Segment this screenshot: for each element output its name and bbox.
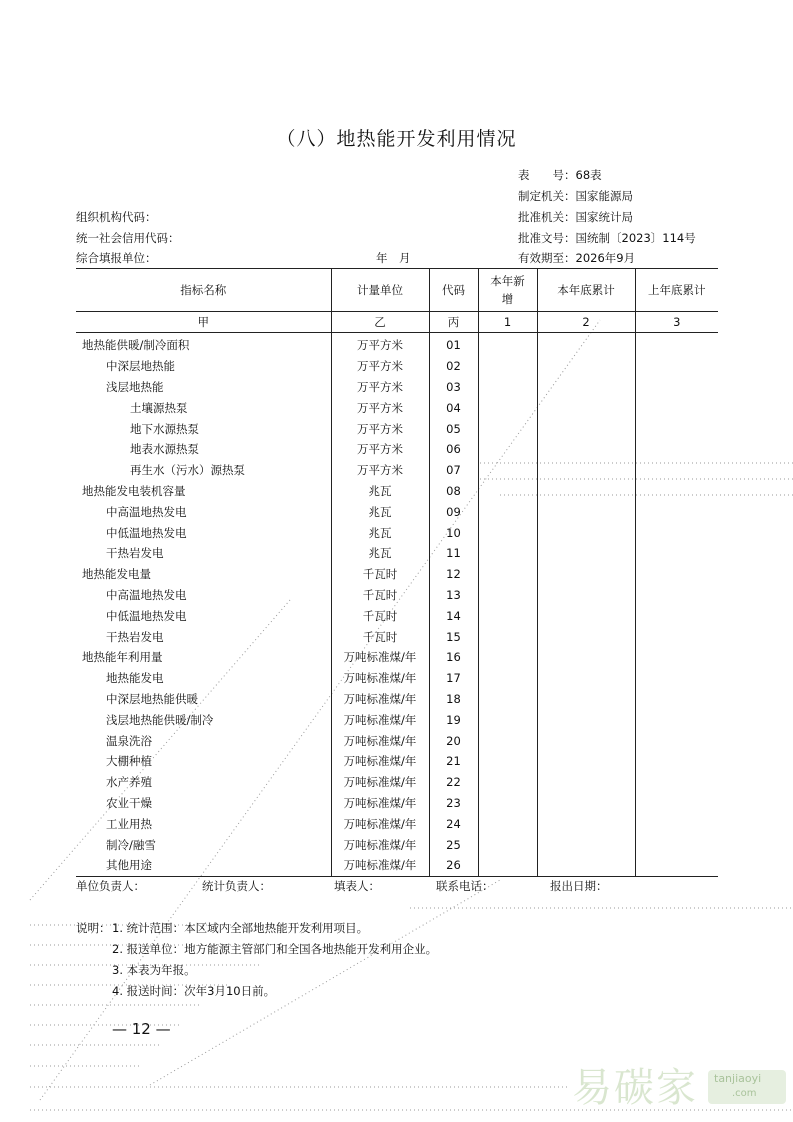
- subheader-a: 甲: [76, 312, 331, 333]
- row-new-this-year-cell[interactable]: [478, 834, 537, 855]
- row-new-this-year-cell[interactable]: [478, 772, 537, 793]
- row-code: 08: [429, 481, 478, 502]
- row-cumulative-last-year-cell[interactable]: [635, 481, 718, 502]
- row-indicator-name: 干热岩发电: [106, 546, 164, 561]
- row-cumulative-last-year-cell[interactable]: [635, 626, 718, 647]
- row-unit: 万平方米: [331, 460, 429, 481]
- table-row: [76, 356, 718, 377]
- row-indicator-name: 地热能发电量: [82, 567, 151, 582]
- subheader-1: 1: [478, 312, 537, 333]
- row-code: 17: [429, 668, 478, 689]
- row-indicator-name: 土壤源热泵: [130, 400, 188, 415]
- row-new-this-year-cell[interactable]: [478, 460, 537, 481]
- row-new-this-year-cell[interactable]: [478, 564, 537, 585]
- row-code: 20: [429, 730, 478, 751]
- row-unit: 万吨标准煤/年: [331, 751, 429, 772]
- row-unit: 千瓦时: [331, 585, 429, 606]
- row-unit: 万吨标准煤/年: [331, 647, 429, 668]
- table-row: [76, 333, 718, 356]
- row-new-this-year-cell[interactable]: [478, 543, 537, 564]
- row-cumulative-this-year-cell[interactable]: [537, 522, 635, 543]
- row-cumulative-this-year-cell[interactable]: [537, 585, 635, 606]
- row-cumulative-last-year-cell[interactable]: [635, 460, 718, 481]
- row-indicator-name: 浅层地热能: [106, 379, 164, 394]
- row-cumulative-last-year-cell[interactable]: [635, 793, 718, 814]
- row-code: 01: [429, 333, 478, 356]
- row-new-this-year-cell[interactable]: [478, 397, 537, 418]
- row-cumulative-this-year-cell[interactable]: [537, 689, 635, 710]
- row-cumulative-last-year-cell[interactable]: [635, 522, 718, 543]
- row-cumulative-last-year-cell[interactable]: [635, 333, 718, 356]
- row-indicator-name: 浅层地热能供暖/制冷: [106, 712, 214, 727]
- footer-unit-head: 单位负责人：: [76, 879, 145, 893]
- notes-label: 说明：: [76, 921, 111, 935]
- row-new-this-year-cell[interactable]: [478, 501, 537, 522]
- row-cumulative-this-year-cell[interactable]: [537, 460, 635, 481]
- row-cumulative-this-year-cell[interactable]: [537, 751, 635, 772]
- row-cumulative-this-year-cell[interactable]: [537, 605, 635, 626]
- row-cumulative-this-year-cell[interactable]: [537, 564, 635, 585]
- header-unit: 计量单位: [331, 269, 429, 312]
- row-code: 07: [429, 460, 478, 481]
- row-new-this-year-cell[interactable]: [478, 585, 537, 606]
- row-code: 02: [429, 356, 478, 377]
- row-cumulative-last-year-cell[interactable]: [635, 543, 718, 564]
- row-cumulative-last-year-cell[interactable]: [635, 689, 718, 710]
- table-row: [76, 377, 718, 398]
- row-code: 16: [429, 647, 478, 668]
- note-4: 4. 报送时间：次年3月10日前。: [112, 984, 276, 998]
- header-cumulative-last-year: 上年底累计: [635, 269, 718, 312]
- row-indicator-name: 工业用热: [106, 816, 152, 831]
- header-cumulative-this-year: 本年底累计: [537, 269, 635, 312]
- watermark-text: 易碳家: [572, 1065, 698, 1111]
- row-cumulative-this-year-cell[interactable]: [537, 501, 635, 522]
- note-2: 2. 报送单位：地方能源主管部门和全国各地热能开发利用企业。: [112, 942, 438, 956]
- table-row: [76, 647, 718, 668]
- row-cumulative-this-year-cell[interactable]: [537, 418, 635, 439]
- row-cumulative-last-year-cell[interactable]: [635, 397, 718, 418]
- row-new-this-year-cell[interactable]: [478, 855, 537, 876]
- subheader-3: 3: [635, 312, 718, 333]
- row-indicator-name: 水产养殖: [106, 775, 152, 790]
- row-indicator-name: 中低温地热发电: [106, 525, 187, 540]
- row-unit: 万吨标准煤/年: [331, 855, 429, 876]
- row-indicator-name: 温泉洗浴: [106, 733, 152, 748]
- row-unit: 万平方米: [331, 418, 429, 439]
- header-code: 代码: [429, 269, 478, 312]
- meta-form-number: 表 号：68表: [518, 168, 602, 182]
- watermark-domain-suffix: .com: [732, 1088, 757, 1099]
- row-indicator-name: 中高温地热发电: [106, 587, 187, 602]
- row-indicator-name: 中深层地热能供暖: [106, 691, 198, 706]
- row-cumulative-this-year-cell[interactable]: [537, 397, 635, 418]
- table-row: [76, 460, 718, 481]
- table-row: [76, 397, 718, 418]
- row-new-this-year-cell[interactable]: [478, 418, 537, 439]
- row-unit: 兆瓦: [331, 522, 429, 543]
- row-new-this-year-cell[interactable]: [478, 356, 537, 377]
- row-code: 11: [429, 543, 478, 564]
- table-row: [76, 813, 718, 834]
- table-row: [76, 418, 718, 439]
- footer-phone: 联系电话：: [436, 879, 494, 893]
- row-new-this-year-cell[interactable]: [478, 522, 537, 543]
- subheader-c: 丙: [429, 312, 478, 333]
- geothermal-stats-table: [76, 268, 718, 877]
- row-cumulative-this-year-cell[interactable]: [537, 709, 635, 730]
- row-unit: 万吨标准煤/年: [331, 834, 429, 855]
- header-indicator-name: 指标名称: [76, 269, 331, 312]
- table-row: [76, 585, 718, 606]
- table-row: [76, 522, 718, 543]
- row-code: 18: [429, 689, 478, 710]
- row-unit: 万吨标准煤/年: [331, 689, 429, 710]
- row-cumulative-last-year-cell[interactable]: [635, 564, 718, 585]
- row-indicator-name: 地表水源热泵: [130, 442, 199, 457]
- row-new-this-year-cell[interactable]: [478, 647, 537, 668]
- table-row: [76, 689, 718, 710]
- row-cumulative-last-year-cell[interactable]: [635, 855, 718, 876]
- row-cumulative-this-year-cell[interactable]: [537, 668, 635, 689]
- row-new-this-year-cell[interactable]: [478, 605, 537, 626]
- row-new-this-year-cell[interactable]: [478, 751, 537, 772]
- meta-approval-number: 批准文号：国统制〔2023〕114号: [518, 231, 696, 245]
- row-cumulative-last-year-cell[interactable]: [635, 751, 718, 772]
- row-cumulative-last-year-cell[interactable]: [635, 605, 718, 626]
- row-cumulative-last-year-cell[interactable]: [635, 501, 718, 522]
- row-new-this-year-cell[interactable]: [478, 709, 537, 730]
- row-cumulative-last-year-cell[interactable]: [635, 730, 718, 751]
- watermark-logo: [572, 1052, 790, 1114]
- row-indicator-name: 制冷/融雪: [106, 837, 156, 852]
- row-code: 15: [429, 626, 478, 647]
- row-code: 19: [429, 709, 478, 730]
- row-unit: 万吨标准煤/年: [331, 730, 429, 751]
- row-cumulative-last-year-cell[interactable]: [635, 356, 718, 377]
- row-indicator-name: 地热能年利用量: [82, 650, 163, 665]
- row-new-this-year-cell[interactable]: [478, 626, 537, 647]
- table-body: [76, 333, 718, 877]
- row-code: 24: [429, 813, 478, 834]
- row-cumulative-this-year-cell[interactable]: [537, 333, 635, 356]
- row-unit: 万平方米: [331, 397, 429, 418]
- row-cumulative-last-year-cell[interactable]: [635, 834, 718, 855]
- row-cumulative-last-year-cell[interactable]: [635, 439, 718, 460]
- row-code: 04: [429, 397, 478, 418]
- row-cumulative-this-year-cell[interactable]: [537, 647, 635, 668]
- row-code: 09: [429, 501, 478, 522]
- row-cumulative-this-year-cell[interactable]: [537, 813, 635, 834]
- table-row: [76, 793, 718, 814]
- row-indicator-name: 地热能供暖/制冷面积: [82, 338, 190, 353]
- row-indicator-name: 再生水（污水）源热泵: [130, 463, 245, 478]
- row-new-this-year-cell[interactable]: [478, 668, 537, 689]
- row-cumulative-this-year-cell[interactable]: [537, 543, 635, 564]
- subheader-2: 2: [537, 312, 635, 333]
- table-row: [76, 564, 718, 585]
- row-code: 25: [429, 834, 478, 855]
- footer-report-date: 报出日期：: [550, 879, 608, 893]
- row-unit: 万平方米: [331, 356, 429, 377]
- row-cumulative-this-year-cell[interactable]: [537, 626, 635, 647]
- row-unit: 万平方米: [331, 439, 429, 460]
- row-indicator-name: 中深层地热能: [106, 359, 175, 374]
- row-new-this-year-cell[interactable]: [478, 793, 537, 814]
- row-indicator-name: 干热岩发电: [106, 629, 164, 644]
- credit-code-field[interactable]: 统一社会信用代码：: [76, 231, 180, 245]
- row-unit: 万吨标准煤/年: [331, 668, 429, 689]
- row-unit: 千瓦时: [331, 564, 429, 585]
- subheader-b: 乙: [331, 312, 429, 333]
- org-code-field[interactable]: 组织机构代码：: [76, 210, 157, 224]
- row-code: 06: [429, 439, 478, 460]
- row-indicator-name: 地热能发电装机容量: [82, 483, 186, 498]
- note-3: 3. 本表为年报。: [112, 963, 196, 977]
- table-row: [76, 730, 718, 751]
- row-indicator-name: 中低温地热发电: [106, 608, 187, 623]
- row-unit: 兆瓦: [331, 481, 429, 502]
- row-unit: 万吨标准煤/年: [331, 813, 429, 834]
- table-row: [76, 709, 718, 730]
- row-new-this-year-cell[interactable]: [478, 481, 537, 502]
- row-new-this-year-cell[interactable]: [478, 439, 537, 460]
- note-1: 1. 统计范围：本区域内全部地热能开发利用项目。: [112, 921, 369, 935]
- row-cumulative-last-year-cell[interactable]: [635, 377, 718, 398]
- row-new-this-year-cell[interactable]: [478, 333, 537, 356]
- row-cumulative-this-year-cell[interactable]: [537, 356, 635, 377]
- row-code: 22: [429, 772, 478, 793]
- row-code: 14: [429, 605, 478, 626]
- row-cumulative-this-year-cell[interactable]: [537, 377, 635, 398]
- row-unit: 万吨标准煤/年: [331, 772, 429, 793]
- row-cumulative-last-year-cell[interactable]: [635, 668, 718, 689]
- table-row: [76, 439, 718, 460]
- page-number: — 12 —: [112, 1020, 171, 1038]
- table-row: [76, 855, 718, 876]
- row-indicator-name: 地热能发电: [106, 671, 164, 686]
- row-indicator-name: 农业干燥: [106, 795, 152, 810]
- row-code: 23: [429, 793, 478, 814]
- row-unit: 万平方米: [331, 377, 429, 398]
- row-new-this-year-cell[interactable]: [478, 377, 537, 398]
- table-row: [76, 501, 718, 522]
- row-cumulative-last-year-cell[interactable]: [635, 647, 718, 668]
- footer-stat-head: 统计负责人：: [202, 879, 271, 893]
- reporting-unit-field[interactable]: 综合填报单位：: [76, 251, 157, 265]
- row-code: 10: [429, 522, 478, 543]
- table-row: [76, 605, 718, 626]
- table-row: [76, 481, 718, 502]
- row-unit: 兆瓦: [331, 543, 429, 564]
- row-cumulative-last-year-cell[interactable]: [635, 772, 718, 793]
- row-code: 12: [429, 564, 478, 585]
- report-period: 年 月: [376, 251, 411, 265]
- row-cumulative-this-year-cell[interactable]: [537, 834, 635, 855]
- table-row: [76, 668, 718, 689]
- row-unit: 千瓦时: [331, 605, 429, 626]
- row-cumulative-this-year-cell[interactable]: [537, 772, 635, 793]
- table-row: [76, 543, 718, 564]
- row-unit: 兆瓦: [331, 501, 429, 522]
- row-indicator-name: 其他用途: [76, 855, 331, 876]
- header-new-this-year: 本年新增: [478, 269, 537, 312]
- row-cumulative-this-year-cell[interactable]: [537, 481, 635, 502]
- row-code: 13: [429, 585, 478, 606]
- row-indicator-name: 大棚种植: [106, 754, 152, 769]
- row-new-this-year-cell[interactable]: [478, 730, 537, 751]
- table-row: [76, 834, 718, 855]
- row-code: 03: [429, 377, 478, 398]
- row-cumulative-this-year-cell[interactable]: [537, 439, 635, 460]
- row-cumulative-last-year-cell[interactable]: [635, 813, 718, 834]
- row-new-this-year-cell[interactable]: [478, 689, 537, 710]
- meta-valid-until: 有效期至：2026年9月: [518, 251, 636, 265]
- row-cumulative-this-year-cell[interactable]: [537, 855, 635, 876]
- row-unit: 万吨标准煤/年: [331, 793, 429, 814]
- row-new-this-year-cell[interactable]: [478, 813, 537, 834]
- meta-approving-agency: 批准机关：国家统计局: [518, 210, 633, 224]
- row-unit: 千瓦时: [331, 626, 429, 647]
- row-code: 21: [429, 751, 478, 772]
- row-cumulative-this-year-cell[interactable]: [537, 730, 635, 751]
- table-row: [76, 772, 718, 793]
- table-row: [76, 751, 718, 772]
- page-title: （八）地热能开发利用情况: [276, 128, 517, 150]
- meta-issuing-agency: 制定机关：国家能源局: [518, 189, 633, 203]
- footer-preparer: 填表人：: [334, 879, 380, 893]
- row-code: 26: [429, 855, 478, 876]
- row-cumulative-last-year-cell[interactable]: [635, 585, 718, 606]
- table-row: [76, 626, 718, 647]
- row-indicator-name: 地下水源热泵: [130, 421, 199, 436]
- row-unit: 万吨标准煤/年: [331, 709, 429, 730]
- row-unit: 万平方米: [331, 333, 429, 356]
- row-cumulative-last-year-cell[interactable]: [635, 418, 718, 439]
- row-cumulative-last-year-cell[interactable]: [635, 709, 718, 730]
- row-code: 05: [429, 418, 478, 439]
- watermark-domain: tanjiaoyi: [714, 1072, 762, 1085]
- row-indicator-name: 中高温地热发电: [106, 504, 187, 519]
- row-cumulative-this-year-cell[interactable]: [537, 793, 635, 814]
